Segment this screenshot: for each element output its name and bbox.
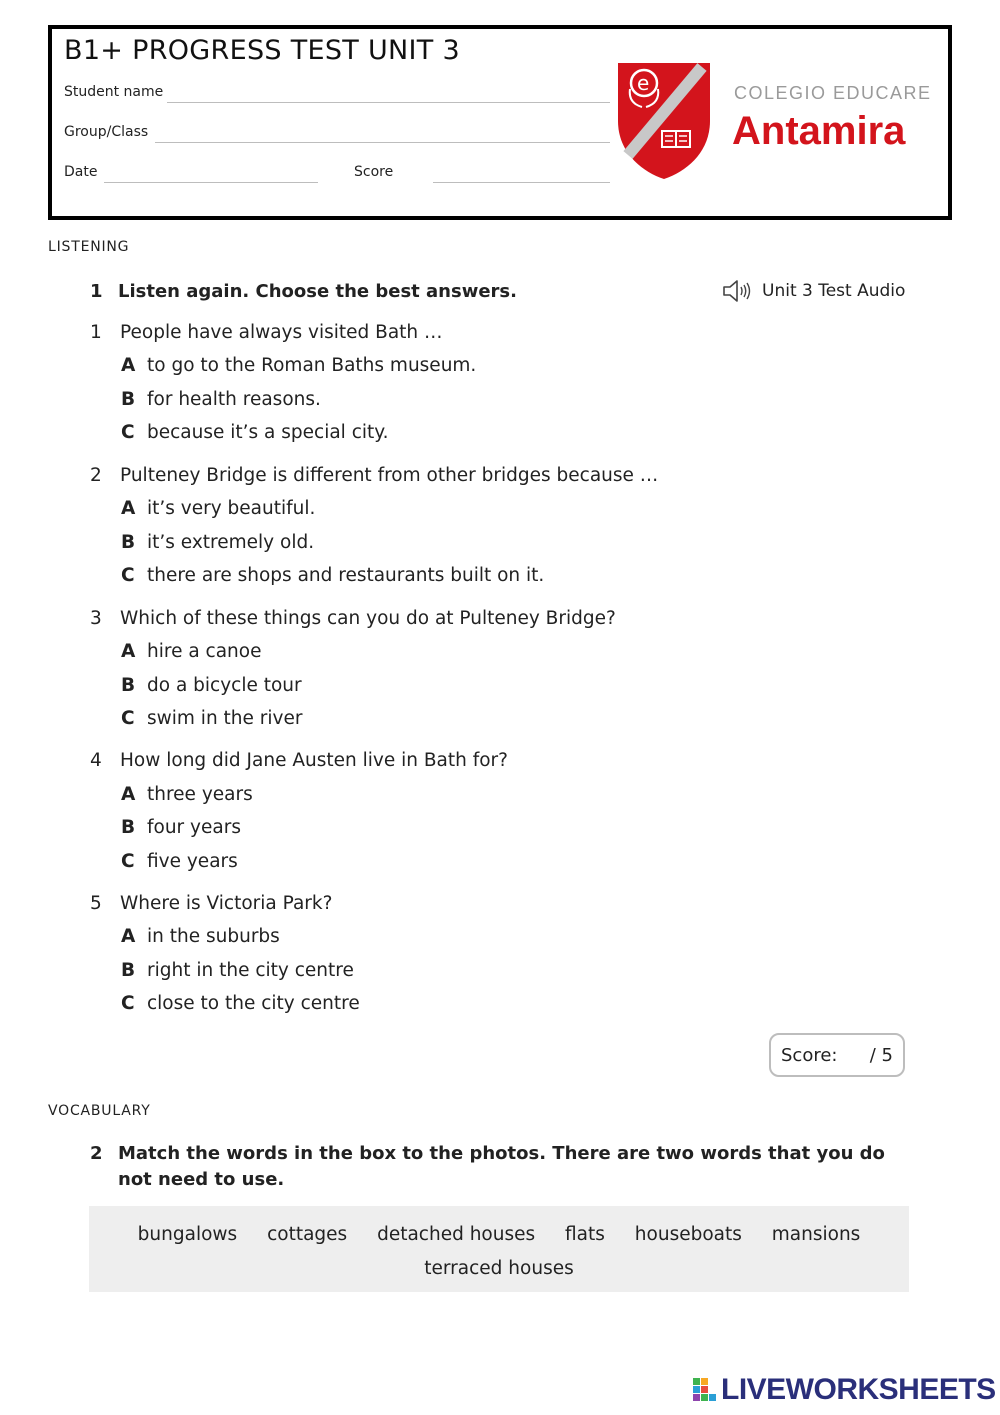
option-letter: B [121, 389, 136, 410]
option-letter: B [121, 960, 136, 981]
option-text: hire a canoe [147, 641, 262, 662]
score-label: Score: [781, 1044, 838, 1066]
q4-option-b[interactable] [121, 817, 241, 838]
option-text: there are shops and restaurants built on it. [147, 565, 545, 586]
option-text: do a bicycle tour [147, 675, 302, 696]
question-text: Which of these things can you do at Pulteney Bridge? [120, 608, 616, 629]
option-letter: B [121, 675, 136, 696]
option-text: four years [147, 817, 241, 838]
option-letter: B [121, 532, 136, 553]
score-total: / 5 [869, 1044, 893, 1066]
option-letter: C [121, 993, 135, 1014]
q5-option-b[interactable] [121, 960, 354, 981]
question-text: Pulteney Bridge is different from other bridges because … [120, 465, 659, 486]
header-box [48, 25, 952, 220]
q5-option-a[interactable] [121, 926, 280, 947]
group-class-label: Group/Class [64, 124, 149, 140]
option-text: five years [147, 851, 238, 872]
option-letter: C [121, 708, 135, 729]
word-item: houseboats [634, 1224, 742, 1245]
q3-option-b[interactable] [121, 675, 302, 696]
exercise-number: 1 [90, 281, 103, 302]
option-letter: A [121, 784, 136, 805]
logo-name: Antamira [732, 109, 906, 153]
option-letter: B [121, 817, 136, 838]
option-letter: A [121, 641, 136, 662]
test-title: B1+ PROGRESS TEST UNIT 3 [64, 35, 460, 66]
option-letter: C [121, 851, 135, 872]
audio-player[interactable] [722, 278, 905, 304]
option-letter: C [121, 422, 135, 443]
q2-option-b[interactable] [121, 532, 314, 553]
question-text: How long did Jane Austen live in Bath for? [120, 750, 508, 771]
q2-option-c[interactable] [121, 565, 544, 586]
q5-option-c[interactable] [121, 993, 360, 1014]
question-text: Where is Victoria Park? [120, 893, 333, 914]
word-item: bungalows [137, 1224, 238, 1245]
instruction-text: Listen again. Choose the best answers. [118, 281, 517, 302]
question-2 [90, 465, 658, 486]
logo-subtitle: COLEGIO EDUCARE [734, 83, 932, 103]
option-text: to go to the Roman Baths museum. [147, 355, 477, 376]
score-label: Score [354, 164, 394, 180]
audio-label: Unit 3 Test Audio [762, 281, 906, 301]
listening-instruction [90, 281, 517, 302]
q1-option-a[interactable] [121, 355, 476, 376]
option-text: because it’s a special city. [147, 422, 389, 443]
date-label: Date [64, 164, 98, 180]
option-letter: A [121, 355, 136, 376]
option-text: close to the city centre [147, 993, 360, 1014]
q1-option-c[interactable] [121, 422, 388, 443]
q2-option-a[interactable] [121, 498, 315, 519]
school-logo [612, 59, 932, 184]
word-item: mansions [771, 1224, 861, 1245]
question-number: 2 [90, 465, 102, 486]
question-number: 4 [90, 750, 102, 771]
q3-option-a[interactable] [121, 641, 261, 662]
option-text: swim in the river [147, 708, 303, 729]
vocabulary-section-label: VOCABULARY [48, 1103, 151, 1119]
student-name-field[interactable] [167, 102, 610, 103]
word-item: terraced houses [424, 1258, 574, 1279]
q4-option-a[interactable] [121, 784, 253, 805]
question-5 [90, 893, 332, 914]
instruction-text: Match the words in the box to the photos. There are two words that you do not need to use. [118, 1143, 885, 1190]
q4-option-c[interactable] [121, 851, 238, 872]
vocabulary-instruction [90, 1141, 920, 1193]
score-field[interactable] [433, 182, 610, 183]
option-text: right in the city centre [147, 960, 354, 981]
option-letter: C [121, 565, 135, 586]
svg-text:e: e [637, 71, 650, 95]
liveworksheets-text: LIVEWORKSHEETS [721, 1373, 996, 1406]
q1-option-b[interactable] [121, 389, 321, 410]
question-number: 5 [90, 893, 102, 914]
option-letter: A [121, 498, 136, 519]
speaker-icon[interactable] [722, 278, 752, 304]
question-4 [90, 750, 508, 771]
q3-option-c[interactable] [121, 708, 302, 729]
liveworksheets-logo[interactable] [693, 1373, 996, 1407]
question-3 [90, 608, 616, 629]
option-text: for health reasons. [147, 389, 321, 410]
word-item: flats [565, 1224, 605, 1245]
question-number: 3 [90, 608, 102, 629]
word-item: cottages [267, 1224, 348, 1245]
listening-score-box [769, 1033, 905, 1077]
option-text: it’s extremely old. [147, 532, 315, 553]
group-class-field[interactable] [155, 142, 610, 143]
listening-section-label: LISTENING [48, 239, 130, 255]
word-item: detached houses [377, 1224, 536, 1245]
shield-icon [614, 59, 714, 181]
option-text: it’s very beautiful. [147, 498, 316, 519]
option-text: in the suburbs [147, 926, 280, 947]
question-1 [90, 322, 443, 343]
exercise-number: 2 [90, 1143, 103, 1164]
liveworksheets-icon [693, 1378, 717, 1402]
word-box [89, 1206, 909, 1292]
question-number: 1 [90, 322, 102, 343]
option-letter: A [121, 926, 136, 947]
option-text: three years [147, 784, 253, 805]
question-text: People have always visited Bath … [120, 322, 443, 343]
student-name-label: Student name [64, 84, 164, 100]
date-field[interactable] [104, 182, 318, 183]
